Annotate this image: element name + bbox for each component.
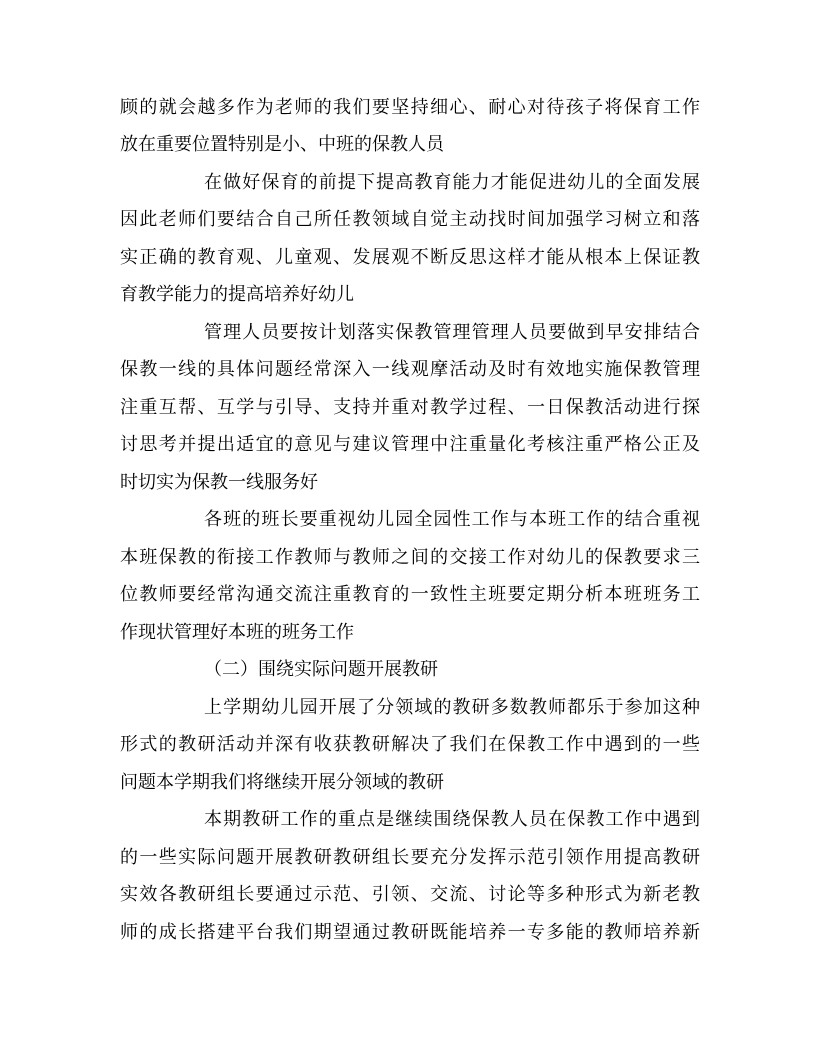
- paragraph-line: 位教师要经常沟通交流注重教育的一致性主班要定期分析本班班务工: [120, 584, 700, 605]
- paragraph-line: 师的成长搭建平台我们期望通过教研既能培养一专多能的教师培养新: [120, 922, 700, 943]
- paragraph-first-line: 在做好保育的前提下提高教育能力才能促进幼儿的全面发展: [204, 172, 700, 193]
- paragraph-line: 注重互帮、互学与引导、支持并重对教学过程、一日保教活动进行探: [120, 397, 700, 418]
- paragraph-first-line: 管理人员要按计划落实保教管理管理人员要做到早安排结合: [204, 322, 700, 343]
- paragraph-line: 形式的教研活动并深有收获教研解决了我们在保教工作中遇到的一些: [120, 734, 700, 755]
- section-heading: （二）围绕实际问题开展教研: [204, 659, 438, 680]
- paragraph-line: 保教一线的具体问题经常深入一线观摩活动及时有效地实施保教管理: [120, 359, 700, 380]
- paragraph-line: 放在重要位置特别是小、中班的保教人员: [120, 134, 444, 155]
- paragraph-line: 本班保教的衔接工作教师与教师之间的交接工作对幼儿的保教要求三: [120, 547, 700, 568]
- paragraph-first-line: 各班的班长要重视幼儿园全园性工作与本班工作的结合重视: [204, 509, 700, 530]
- paragraph-first-line: 本期教研工作的重点是继续围绕保教人员在保教工作中遇到: [204, 809, 700, 830]
- paragraph-line: 育教学能力的提高培养好幼儿: [120, 284, 354, 305]
- paragraph-line: 实正确的教育观、儿童观、发展观不断反思这样才能从根本上保证教: [120, 247, 700, 268]
- paragraph-line: 的一些实际问题开展教研教研组长要充分发挥示范引领作用提高教研: [120, 847, 700, 868]
- paragraph-line: 问题本学期我们将继续开展分领域的教研: [120, 772, 444, 793]
- paragraph-line: 因此老师们要结合自己所任教领域自觉主动找时间加强学习树立和落: [120, 209, 700, 230]
- paragraph-line: 讨思考并提出适宜的意见与建议管理中注重量化考核注重严格公正及: [120, 434, 700, 455]
- paragraph-line: 时切实为保教一线服务好: [120, 472, 318, 493]
- paragraph-line: 顾的就会越多作为老师的我们要坚持细心、耐心对待孩子将保育工作: [120, 97, 700, 118]
- paragraph-first-line: 上学期幼儿园开展了分领域的教研多数教师都乐于参加这种: [204, 697, 700, 718]
- paragraph-line: 实效各教研组长要通过示范、引领、交流、讨论等多种形式为新老教: [120, 884, 700, 905]
- paragraph-line: 作现状管理好本班的班务工作: [120, 622, 354, 643]
